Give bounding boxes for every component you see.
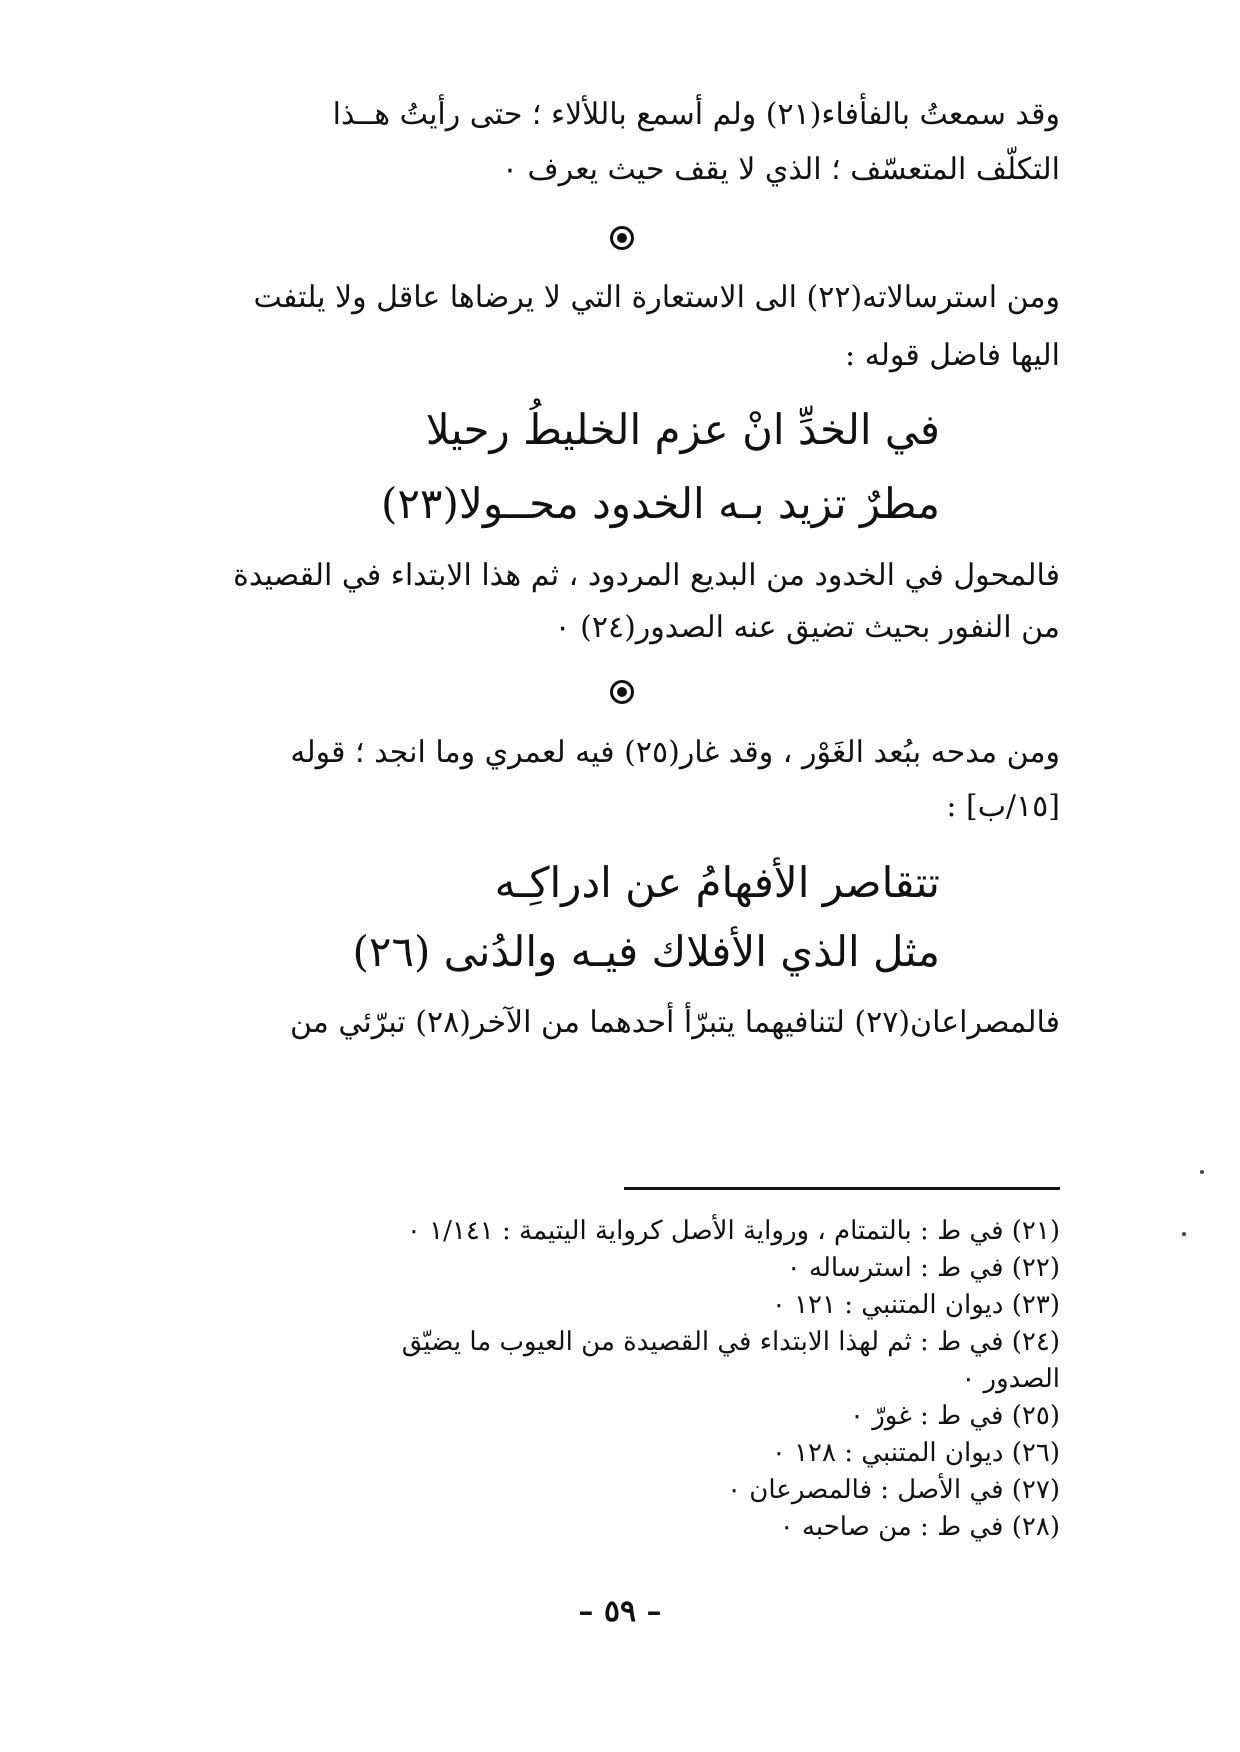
footnote-divider xyxy=(624,1187,1060,1190)
paragraph-2-line-2: اليها فاضل قوله : xyxy=(845,338,1060,373)
verse-1-hemistich-1: في الخدِّ انْ عزم الخليطُ رحيلا xyxy=(425,405,940,454)
footnote-28: (٢٨) في ط : من صاحبه ٠ xyxy=(779,1512,1060,1542)
footnote-25: (٢٥) في ط : غورّ ٠ xyxy=(849,1401,1060,1431)
footnote-27: (٢٧) في الأصل : فالمصرعان ٠ xyxy=(727,1475,1060,1505)
paragraph-1-line-1: وقد سمعتُ بالفأفاء(٢١) ولم أسمع باللألاء ؛ حتى رأيتُ هــذا xyxy=(332,97,1060,132)
verse-1-hemistich-2: مطرٌ تزيد بـه الخدود محــولا(٢٣) xyxy=(380,479,940,528)
verse-2-hemistich-2: مثل الذي الأفلاك فيـه والدُنى (٢٦) xyxy=(352,927,940,976)
footnote-24: (٢٤) في ط : ثم لهذا الابتداء في القصيدة من العيوب ما يضيّق xyxy=(401,1327,1060,1357)
footnote-24-continued: الصدور ٠ xyxy=(961,1364,1060,1394)
section-separator-icon xyxy=(610,226,634,250)
paragraph-1-line-2: التكلّف المتعسّف ؛ الذي لا يقف حيث يعرف ٠ xyxy=(501,152,1060,187)
paragraph-2-line-1: ومن استرسالاته(٢٢) الى الاستعارة التي لا يرضاها عاقل ولا يلتفت xyxy=(253,280,1060,315)
scan-speck xyxy=(1182,1232,1186,1236)
footnote-21: (٢١) في ط : بالتمتام ، ورواية الأصل كرواية اليتيمة : ١/١٤١ ٠ xyxy=(406,1216,1060,1246)
footnote-26: (٢٦) ديوان المتنبي : ١٢٨ ٠ xyxy=(771,1438,1060,1468)
verse-2-hemistich-1: تتقاصر الأفهامُ عن ادراكِـه xyxy=(494,858,940,907)
paragraph-4-line-2: [١٥/ب] : xyxy=(946,789,1060,824)
footnote-23: (٢٣) ديوان المتنبي : ١٢١ ٠ xyxy=(771,1290,1060,1320)
section-separator-icon xyxy=(610,680,634,704)
footnote-22: (٢٢) في ط : استرساله ٠ xyxy=(786,1253,1060,1283)
paragraph-3-line-2: من النفور بحيث تضيق عنه الصدور(٢٤) ٠ xyxy=(554,610,1060,645)
paragraph-5-line-1: فالمصراعان(٢٧) لتنافيهما يتبرّأ أحدهما من الآخر(٢٨) تبرّئي من xyxy=(289,1005,1060,1040)
paragraph-4-line-1: ومن مدحه ببُعد الغَوْر ، وقد غار(٢٥) فيه لعمري وما انجد ؛ قوله xyxy=(290,735,1060,770)
page-number: – ٥٩ – xyxy=(578,1594,662,1629)
scan-speck xyxy=(1200,1170,1204,1174)
paragraph-3-line-1: فالمحول في الخدود من البديع المردود ، ثم هذا الابتداء في القصيدة xyxy=(233,558,1060,593)
